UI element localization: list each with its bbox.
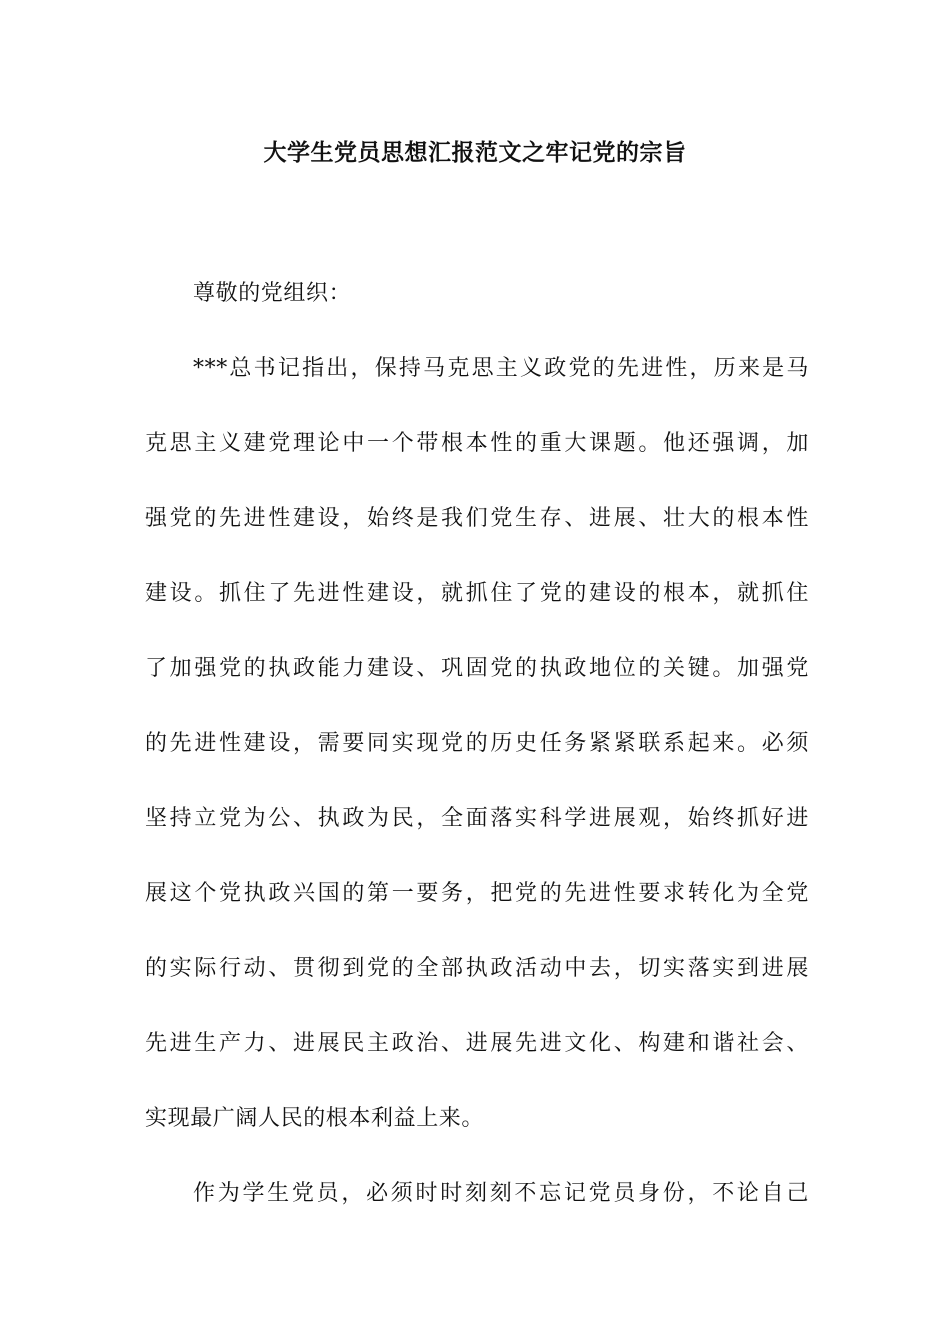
- paragraph-2: [145, 1156, 809, 1231]
- salutation: 尊敬的党组织：: [193, 281, 352, 306]
- text-line: 先进生产力、进展民主政治、进展先进文化、构建和谐社会、: [145, 1031, 809, 1056]
- text-line: 强党的先进性建设，始终是我们党生存、进展、壮大的根本性: [145, 506, 809, 531]
- document-title: 大学生党员思想汇报范文之牢记党的宗旨: [263, 139, 687, 166]
- text-line: 建设。抓住了先进性建设，就抓住了党的建设的根本，就抓住: [145, 581, 809, 606]
- text-line: ***总书记指出，保持马克思主义政党的先进性，历来是马: [193, 356, 809, 381]
- text-line: 了加强党的执政能力建设、巩固党的执政地位的关键。加强党: [145, 656, 809, 681]
- text-line: 实现最广阔人民的根本利益上来。: [145, 1106, 485, 1131]
- text-line: 的先进性建设，需要同实现党的历史任务紧紧联系起来。必须: [145, 731, 809, 756]
- text-line: 作为学生党员，必须时时刻刻不忘记党员身份，不论自己: [193, 1181, 809, 1206]
- paragraph-1: [145, 331, 809, 1156]
- text-line: 克思主义建党理论中一个带根本性的重大课题。他还强调，加: [145, 431, 809, 456]
- text-line: 的实际行动、贯彻到党的全部执政活动中去，切实落实到进展: [145, 956, 809, 981]
- document-body: [145, 256, 809, 1231]
- text-line: 展这个党执政兴国的第一要务，把党的先进性要求转化为全党: [145, 881, 809, 906]
- text-line: 坚持立党为公、执政为民，全面落实科学进展观，始终抓好进: [145, 806, 809, 831]
